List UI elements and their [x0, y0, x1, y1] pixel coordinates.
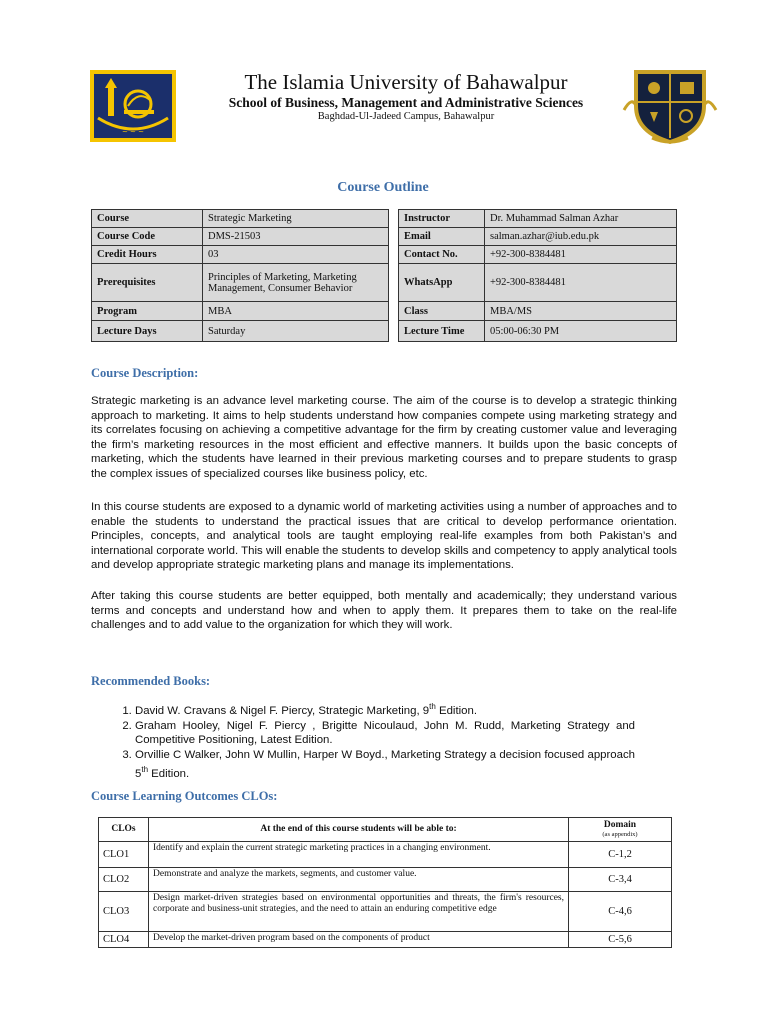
prerequisites-value: Principles of Marketing, Marketing Management, Consumer Behavior	[203, 264, 389, 302]
description-paragraph-3: After taking this course students are better equipped, both mentally and academically; they understand various terms and concepts and understand how and when to apply them. It prepares them to take on the real-life challenges and to add value to the organization for which they will work.	[91, 590, 677, 632]
class-label: Class	[399, 302, 485, 321]
contact-value: +92-300-8384481	[485, 246, 677, 264]
whatsapp-label: WhatsApp	[399, 264, 485, 302]
description-column-header: At the end of this course students will be able to:	[149, 818, 569, 842]
university-logo	[90, 70, 176, 142]
email-label: Email	[399, 228, 485, 246]
domain-column-header: Domain (as appendix)	[569, 818, 672, 842]
svg-text:~ ~ ~: ~ ~ ~	[121, 128, 145, 136]
program-value: MBA	[203, 302, 389, 321]
lecture-time-label: Lecture Time	[399, 321, 485, 342]
course-description-heading: Course Description:	[91, 366, 199, 380]
book-item: 1. David W. Cravans & Nigel F. Piercy, Strategic Marketing, 9th Edition.	[135, 700, 635, 719]
table-row: CLO2 Demonstrate and analyze the markets, segments, and customer value. C-3,4	[99, 868, 672, 892]
description-paragraph-1: Strategic marketing is an advance level marketing course. The aim of the course is to develop a strategic thinking approach to marketing. It aims to help students understand how companies compete using marketing strategy and its correlates focusing on achieving a competitive advantage for the firm by creating customer value and leveraging the firm’s marketing resources in the most efficient and effective manners. It builds upon the basic concepts of marketing, which the students have learned in their previous marketing courses and to prepare students to grasp the complex issues of specialized courses like business policy, etc.	[91, 395, 677, 480]
lecture-days-label: Lecture Days	[92, 321, 203, 342]
email-value: salman.azhar@iub.edu.pk	[485, 228, 677, 246]
book-item: 3. Orvillie C Walker, John W Mullin, Harper W Boyd., Marketing Strategy a decision focused approach 5th Edition.	[135, 748, 635, 781]
description-paragraph-2: In this course students are exposed to a dynamic world of marketing activities using a number of approaches and to enable the students to understand the practical issues that are critical to develop performance orientation. Principles, concepts, and analytical tools are taught employing real-life examples from both Pakistan’s and international corporate world. This will enable the students to develop skills and competency to apply analytical tools and develop appropriate strategic marketing plans and manage its implementations.	[91, 501, 677, 572]
whatsapp-value: +92-300-8384481	[485, 264, 677, 302]
campus-address: Baghdad-Ul-Jadeed Campus, Bahawalpur	[317, 111, 495, 122]
course-label: Course	[92, 210, 203, 228]
clos-heading: Course Learning Outcomes CLOs:	[91, 789, 278, 803]
university-name: The Islamia University of Bahawalpur	[244, 70, 568, 94]
table-row: CLO1 Identify and explain the current strategic marketing practices in a changing environment. C-1,2	[99, 842, 672, 868]
credit-hours-label: Credit Hours	[92, 246, 203, 264]
course-info-table	[91, 209, 677, 342]
recommended-books-heading: Recommended Books:	[91, 674, 211, 688]
course-code-label: Course Code	[92, 228, 203, 246]
clos-column-header: CLOs	[99, 818, 149, 842]
clos-table	[98, 817, 672, 948]
program-label: Program	[92, 302, 203, 321]
book-item: 2. Graham Hooley, Nigel F. Piercy , Brigitte Nicoulaud, John M. Rudd, Marketing Strategy and Competitive Positioning, Latest Edition.	[135, 719, 635, 749]
course-code-value: DMS-21503	[203, 228, 389, 246]
school-name: School of Business, Management and Administrative Sciences	[228, 95, 584, 110]
instructor-label: Instructor	[399, 210, 485, 228]
prerequisites-label: Prerequisites	[92, 264, 203, 302]
credit-hours-value: 03	[203, 246, 389, 264]
lecture-days-value: Saturday	[203, 321, 389, 342]
page-title: Course Outline	[337, 180, 429, 195]
table-row: CLO4 Develop the market-driven program based on the components of product C-5,6	[99, 932, 672, 948]
books-list	[91, 700, 635, 782]
contact-label: Contact No.	[399, 246, 485, 264]
table-row: CLO3 Design market-driven strategies based on environmental opportunities and threats, the firm's resources, corporate and business-unit strategies, and the need to attain an enduring competitive edge C-4,6	[99, 892, 672, 932]
course-value: Strategic Marketing	[203, 210, 389, 228]
instructor-value: Dr. Muhammad Salman Azhar	[485, 210, 677, 228]
lecture-time-value: 05:00-06:30 PM	[485, 321, 677, 342]
class-value: MBA/MS	[485, 302, 677, 321]
